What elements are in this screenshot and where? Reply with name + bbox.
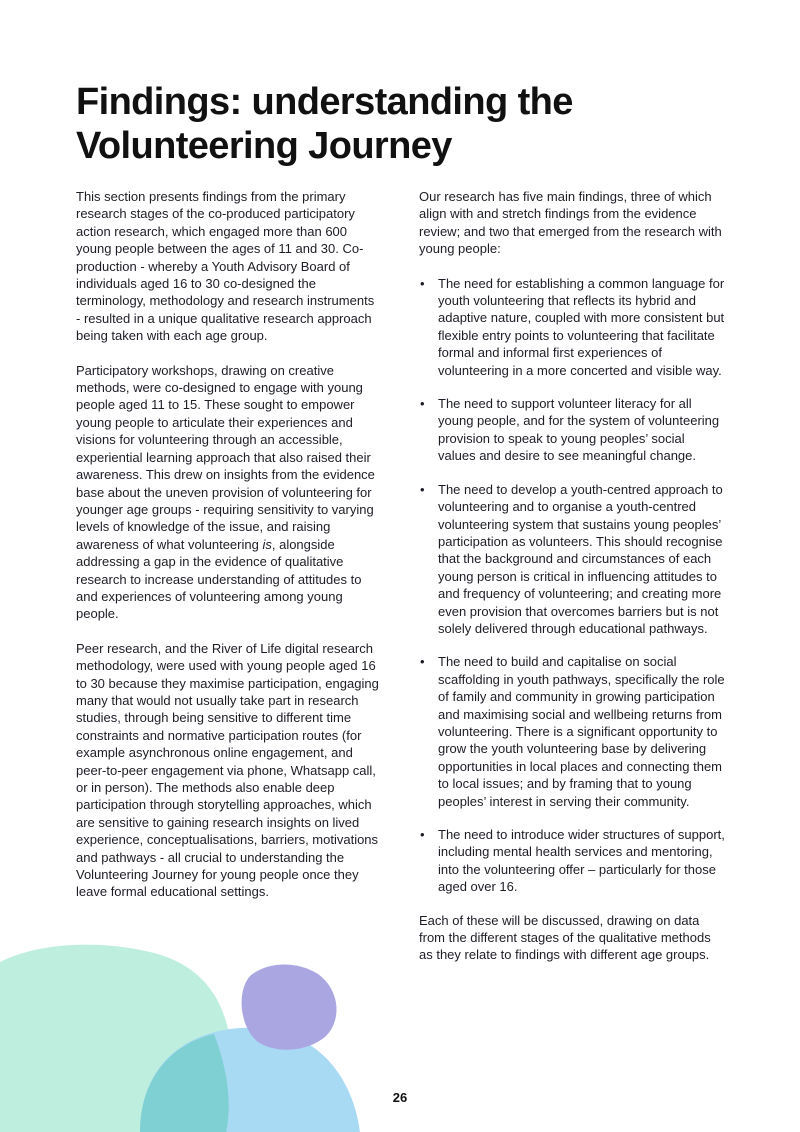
finding-item <box>419 395 725 465</box>
paragraph-workshops <box>76 362 382 623</box>
finding-item <box>419 826 725 896</box>
paragraph-workshops-text: Participatory workshops, drawing on creative methods, were co-designed to engage with young people aged 11 to 15. These sought to empower young people to articulate their experiences and visions for volunteering through an accessible, experiential learning approach that also raised their awareness. This drew on insights from the evidence base about the uneven provision of volunteering for younger age groups - requiring sensitivity to varying levels of knowledge of the issue, and raising awareness of what volunteering <box>76 362 375 552</box>
paragraph-workshops-tail: , alongside addressing a gap in the evidence of qualitative research to increase understanding of attitudes to and experiences of volunteering among young people. <box>76 536 362 622</box>
bullet-icon: • <box>420 481 425 497</box>
findings-list <box>419 275 725 896</box>
finding-item <box>419 481 725 638</box>
emphasis-is: is <box>262 536 272 552</box>
bullet-icon: • <box>420 827 425 842</box>
paragraph-intro: This section presents findings from the primary research stages of the co-produced participatory action research, which engaged more than 600 young people between the ages of 11 and 30. Co-production - whereby a Youth Advisory Board of individuals aged 16 to 30 co-designed the terminology, methodology and research instruments - resulted in a unique qualitative research approach being taken with each age group. <box>76 189 375 344</box>
findings-outro: Each of these will be discussed, drawing on data from the different stages of the qualitative methods as they relate to findings with different age groups. <box>419 912 711 963</box>
finding-item <box>419 275 725 379</box>
paragraph-peer-research: Peer research, and the River of Life digital research methodology, were used with young people aged 16 to 30 because they maximise participation, engaging many that would not usually take part in research studies, through being sensitive to different time constraints and normative participation routes (for example asynchronous online engagement, and peer-to-peer engagement via phone, Whatsapp call, or in person). The methods also enable deep participation through storytelling approaches, which are sensitive to gaining research insights on lived experience, conceptualisations, barriers, motivations and pathways - all crucial to understanding the Volunteering Journey for young people once they leave formal educational settings. <box>76 640 379 900</box>
finding-text: The need to support volunteer literacy for all young people, and for the system of volunteering provision to speak to young peoples’ social values and desire to see meaningful change. <box>438 396 720 464</box>
finding-text: The need to build and capitalise on social scaffolding in youth pathways, specifically the role of family and community in growing participation and maximising social and wellbeing returns from volunteering. There is a significant opportunity to grow the youth volunteering base by delivering opportunities in local places and connecting them to local issues; and by framing that to young peoples’ interest in serving their community. <box>438 654 725 809</box>
purple-blob <box>242 964 337 1049</box>
finding-text: The need to develop a youth-centred approach to volunteering and to organise a youth-centred volunteering system that sustains young peoples’ participation as volunteers. This should recognise that the background and circumstances of each young person is critical in influencing attitudes to and frequency of volunteering; and creating more even provision that overcomes barriers but is not solely delivered through educational pathways. <box>438 481 723 636</box>
finding-text: The need for establishing a common language for youth volunteering that reflects its hybrid and adaptive nature, coupled with more consistent but flexible entry points to volunteering that facilitate formal and informal first experiences of volunteering in a more concerted and visible way. <box>438 275 725 378</box>
page-title: Findings: understanding the Volunteering Journey <box>76 81 573 167</box>
finding-text: The need to introduce wider structures of support, including mental health services and mentoring, into the volunteering offer – particularly for those aged over 16. <box>438 827 725 895</box>
left-column <box>76 188 382 918</box>
bullet-icon: • <box>420 396 425 412</box>
right-column <box>419 188 725 981</box>
bullet-icon: • <box>420 275 425 291</box>
findings-intro: Our research has five main findings, three of which align with and stretch findings from the evidence review; and two that emerged from the research with young people: <box>419 189 722 257</box>
finding-item <box>419 653 725 810</box>
page-number: 26 <box>392 1090 408 1105</box>
bullet-icon: • <box>420 654 425 670</box>
